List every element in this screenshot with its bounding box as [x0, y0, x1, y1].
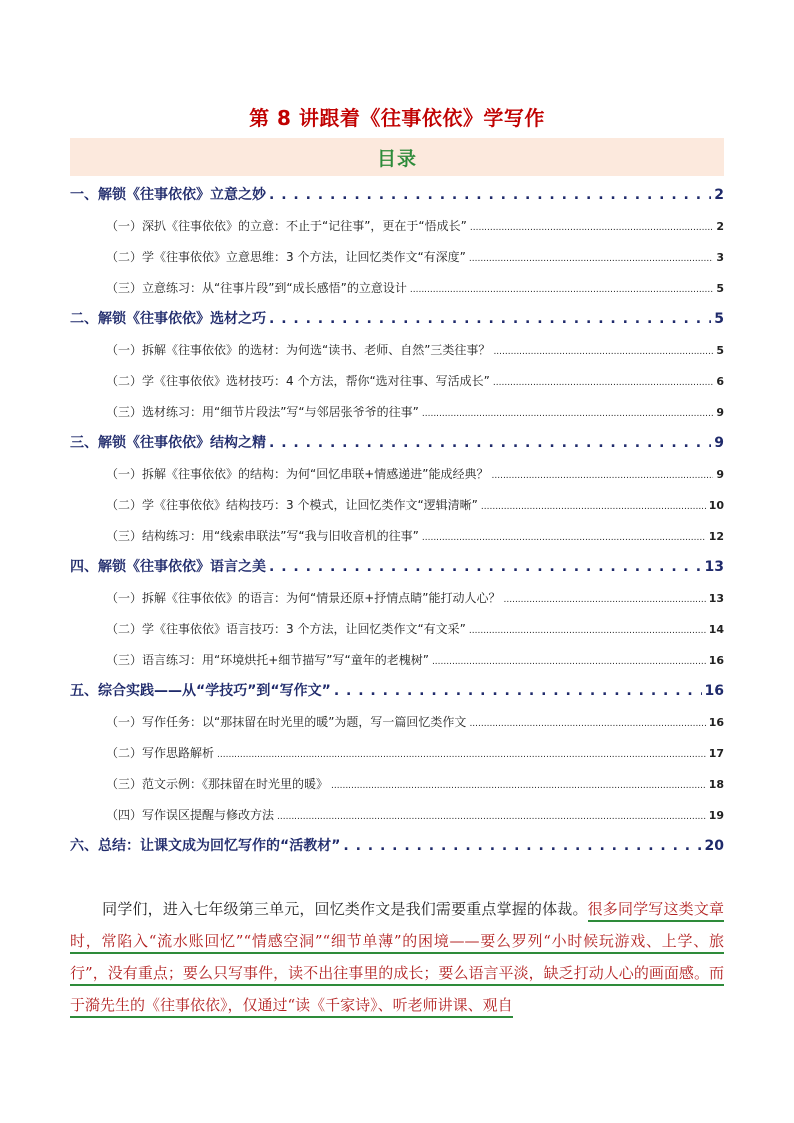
- toc-dot-leader: [432, 645, 706, 678]
- toc-page-number: 6: [716, 375, 724, 388]
- toc-page-number: 5: [716, 282, 724, 295]
- toc-entry-label: （二）学《往事依依》选材技巧：4 个方法，帮你“选对往事、写活成长”: [106, 374, 490, 388]
- toc-subsection-entry[interactable]: [70, 490, 724, 521]
- toc-section-entry[interactable]: [70, 180, 724, 211]
- toc-subsection-entry[interactable]: [70, 738, 724, 769]
- toc-dot-leader: [469, 707, 705, 740]
- toc-entry-label: （三）立意练习：从“往事片段”到“成长感悟”的立意设计: [106, 281, 407, 295]
- toc-page-number: 12: [708, 530, 724, 543]
- toc-entry-label: （三）选材练习：用“细节片段法”写“与邻居张爷爷的往事”: [106, 405, 419, 419]
- lesson-title: 第 8 讲跟着《往事依依》学写作: [249, 106, 545, 130]
- toc-dot-leader: [469, 242, 713, 275]
- toc-dot-leader: [334, 676, 702, 707]
- toc-subsection-entry[interactable]: [70, 614, 724, 645]
- toc-subsection-entry[interactable]: [70, 242, 724, 273]
- toc-entry-label: （二）写作思路解析: [106, 746, 215, 760]
- toc-subsection-entry[interactable]: [70, 335, 724, 366]
- toc-entry-label: 四、解锁《往事依依》语言之美: [70, 559, 266, 575]
- toc-heading: 目录: [376, 147, 417, 170]
- toc-dot-leader: [269, 552, 702, 583]
- toc-page-number: 17: [708, 747, 724, 760]
- toc-subsection-entry[interactable]: [70, 800, 724, 831]
- toc-subsection-entry[interactable]: [70, 366, 724, 397]
- toc-dot-leader: [410, 273, 713, 306]
- toc-page-number: 19: [708, 809, 724, 822]
- toc-subsection-entry[interactable]: [70, 645, 724, 676]
- toc-page-number: 9: [716, 468, 724, 481]
- toc-page-number: 16: [704, 683, 724, 699]
- toc-entry-label: （四）写作误区提醒与修改方法: [106, 808, 275, 822]
- toc-entry-label: （一）写作任务：以“那抹留在时光里的暖”为题，写一篇回忆类作文: [106, 715, 467, 729]
- toc-subsection-entry[interactable]: [70, 769, 724, 800]
- toc-page-number: 3: [716, 251, 724, 264]
- toc-entry-label: （二）学《往事依依》语言技巧：3 个方法，让回忆类作文“有文采”: [106, 622, 466, 636]
- toc-entry-label: 一、解锁《往事依依》立意之妙: [70, 187, 266, 203]
- toc-subsection-entry[interactable]: [70, 459, 724, 490]
- toc-page-number: 9: [714, 435, 724, 451]
- toc-page-number: 16: [708, 716, 724, 729]
- toc-entry-label: 二、解锁《往事依依》选材之巧: [70, 311, 266, 327]
- toc-entry-label: （一）拆解《往事依依》的选材：为何选“读书、老师、自然”三类往事？: [106, 343, 491, 357]
- intro-plain-text: 同学们，进入七年级第三单元，回忆类作文是我们需要重点掌握的体裁。: [102, 900, 588, 918]
- toc-dot-leader: [269, 180, 711, 211]
- toc-page-number: 9: [716, 406, 724, 419]
- toc-subsection-entry[interactable]: [70, 397, 724, 428]
- toc-subsection-entry[interactable]: [70, 211, 724, 242]
- toc-entry-label: （一）拆解《往事依依》的结构：为何“回忆串联+情感递进”能成经典？: [106, 467, 489, 481]
- toc-heading-banner: [70, 138, 724, 176]
- toc-page-number: 5: [716, 344, 724, 357]
- toc-entry-label: 三、解锁《往事依依》结构之精: [70, 435, 266, 451]
- toc-page-number: 5: [714, 311, 724, 327]
- toc-subsection-entry[interactable]: [70, 273, 724, 304]
- toc-entry-label: 六、总结：让课文成为回忆写作的“活教材”: [70, 838, 341, 854]
- toc-subsection-entry[interactable]: [70, 707, 724, 738]
- toc-dot-leader: [422, 397, 713, 430]
- toc-entry-label: （一）深扒《往事依依》的立意：不止于“记往事”，更在于“悟成长”: [106, 219, 467, 233]
- toc-page-number: 14: [708, 623, 724, 636]
- toc-dot-leader: [470, 211, 713, 244]
- toc-page-number: 2: [716, 220, 724, 233]
- toc-section-entry[interactable]: [70, 831, 724, 862]
- toc-section-entry[interactable]: [70, 552, 724, 583]
- toc-entry-label: （三）结构练习：用“线索串联法”写“我与旧收音机的往事”: [106, 529, 419, 543]
- toc-dot-leader: [504, 583, 706, 616]
- toc-subsection-entry[interactable]: [70, 583, 724, 614]
- toc-entry-label: （三）范文示例：《那抹留在时光里的暖》: [106, 777, 329, 791]
- toc-entry-label: （一）拆解《往事依依》的语言：为何“情景还原+抒情点睛”能打动人心？: [106, 591, 501, 605]
- table-of-contents: [70, 180, 724, 862]
- toc-dot-leader: [217, 738, 706, 771]
- intro-highlighted-text: 很多同学写这类文章时，常陷入“流水账回忆”“情感空洞”“细节单薄”的困境——要么罗列“小时候玩游戏、上学、旅行”，没有重点；要么只写事件，读不出往事里的成长；要么语言平淡，缺乏打动人心的画面感。而于漪先生的《往事依依》，仅通过“读《千家诗》、听老师讲课、观自: [70, 900, 724, 1018]
- toc-page-number: 13: [704, 559, 724, 575]
- toc-dot-leader: [331, 769, 706, 802]
- toc-dot-leader: [481, 490, 706, 523]
- toc-page-number: 13: [708, 592, 724, 605]
- toc-dot-leader: [492, 459, 714, 492]
- toc-entry-label: （三）语言练习：用“环境烘托+细节描写”写“童年的老槐树”: [106, 653, 429, 667]
- toc-section-entry[interactable]: [70, 676, 724, 707]
- toc-page-number: 20: [704, 838, 724, 854]
- toc-dot-leader: [469, 614, 706, 647]
- toc-page-number: 10: [708, 499, 724, 512]
- toc-page-number: 16: [708, 654, 724, 667]
- toc-dot-leader: [277, 800, 706, 833]
- toc-section-entry[interactable]: [70, 428, 724, 459]
- toc-page-number: 18: [708, 778, 724, 791]
- toc-entry-label: 五、综合实践——从“学技巧”到“写作文”: [70, 683, 331, 699]
- toc-dot-leader: [422, 521, 706, 554]
- intro-paragraph: [70, 893, 724, 1021]
- toc-dot-leader: [493, 366, 713, 399]
- toc-dot-leader: [343, 831, 701, 862]
- toc-dot-leader: [493, 335, 713, 368]
- toc-page-number: 2: [714, 187, 724, 203]
- toc-dot-leader: [269, 428, 711, 459]
- toc-dot-leader: [269, 304, 711, 335]
- toc-entry-label: （二）学《往事依依》结构技巧：3 个模式，让回忆类作文“逻辑清晰”: [106, 498, 478, 512]
- toc-entry-label: （二）学《往事依依》立意思维：3 个方法，让回忆类作文“有深度”: [106, 250, 466, 264]
- toc-subsection-entry[interactable]: [70, 521, 724, 552]
- toc-section-entry[interactable]: [70, 304, 724, 335]
